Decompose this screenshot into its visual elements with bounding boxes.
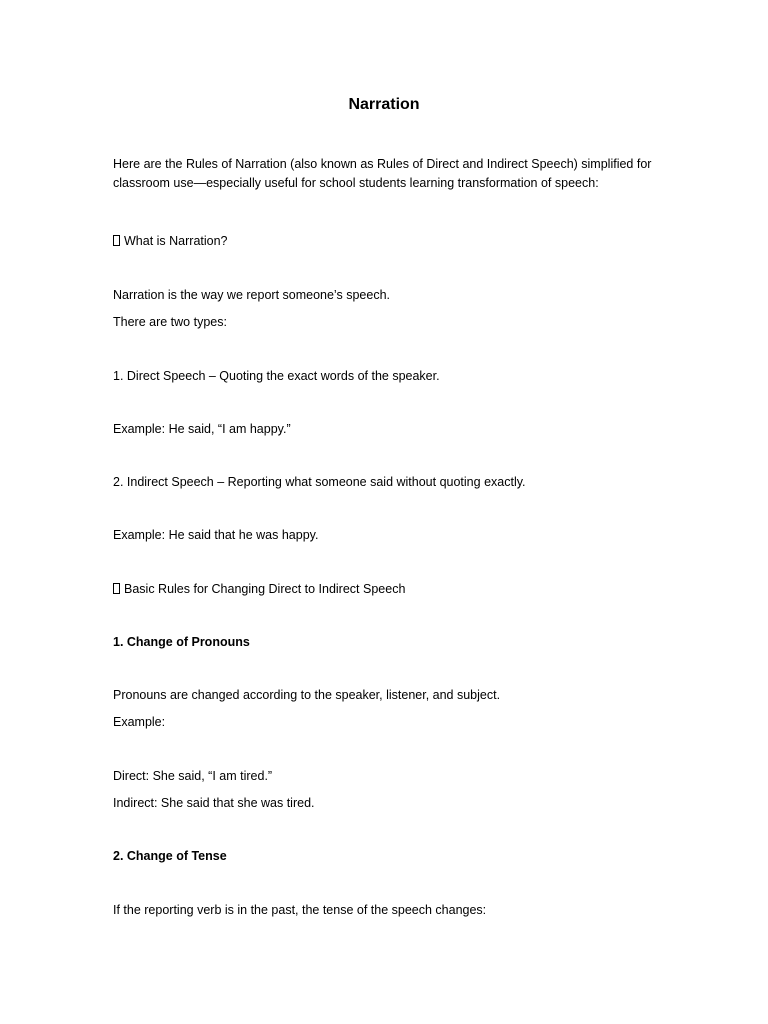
rule1-heading: 1. Change of Pronouns xyxy=(113,635,250,649)
section-rules-heading-line xyxy=(113,580,673,599)
document-title: Narration xyxy=(348,96,420,113)
missing-glyph-icon xyxy=(113,583,120,594)
types-intro-text: There are two types: xyxy=(113,315,227,329)
section-what-heading: What is Narration? xyxy=(124,234,228,248)
rule1-indirect-example: Indirect: She said that she was tired. xyxy=(113,796,315,810)
rule1-text: Pronouns are changed according to the speaker, listener, and subject. xyxy=(113,688,501,702)
type2-example: Example: He said that he was happy. xyxy=(113,528,319,542)
type1-text: 1. Direct Speech – Quoting the exact words of the speaker. xyxy=(113,369,440,383)
rule2-text: If the reporting verb is in the past, the tense of the speech changes: xyxy=(113,903,487,917)
rule1-example-label: Example: xyxy=(113,715,166,729)
section-what-heading-line xyxy=(113,232,673,251)
rule2-heading: 2. Change of Tense xyxy=(113,849,227,863)
intro-line-2: classroom use—especially useful for school students learning transformation of speech: xyxy=(113,176,599,190)
intro-line-1: Here are the Rules of Narration (also known as Rules of Direct and Indirect Speech) simplified for xyxy=(113,157,652,171)
type1-example: Example: He said, “I am happy.” xyxy=(113,422,291,436)
rule1-direct-example: Direct: She said, “I am tired.” xyxy=(113,769,273,783)
missing-glyph-icon xyxy=(113,235,120,246)
section-rules-heading: Basic Rules for Changing Direct to Indirect Speech xyxy=(124,582,406,596)
definition-text: Narration is the way we report someone’s speech. xyxy=(113,288,390,302)
type2-text: 2. Indirect Speech – Reporting what someone said without quoting exactly. xyxy=(113,475,526,489)
